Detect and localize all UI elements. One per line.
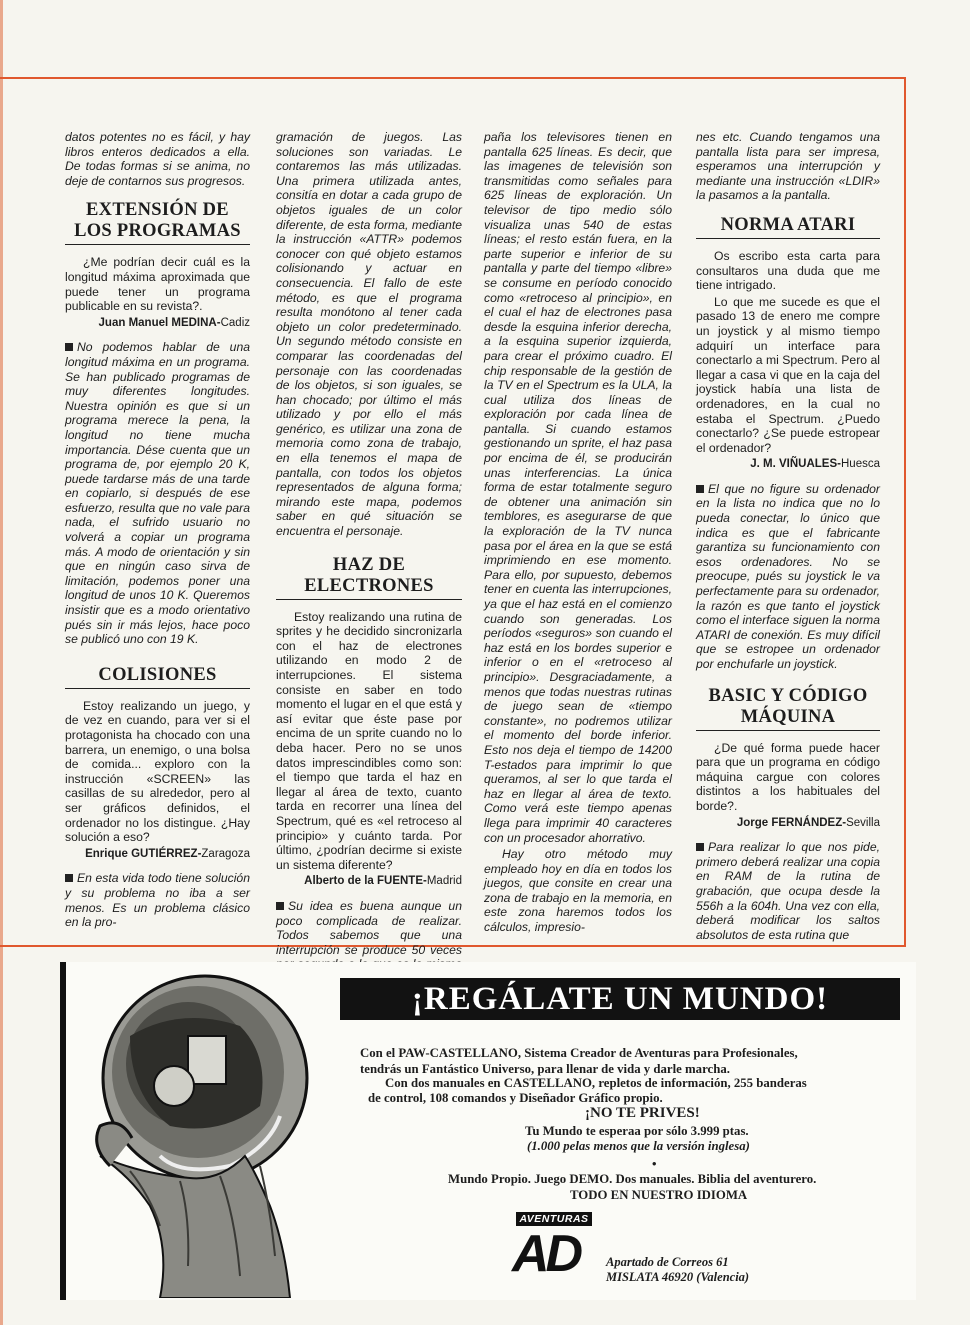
frame-top-border xyxy=(0,77,906,79)
hand-with-reflecting-sphere-illustration xyxy=(70,966,340,1298)
haz-signature: Alberto de la FUENTE-Madrid xyxy=(304,875,462,888)
extension-signature: Juan Manuel MEDINA-Cadiz xyxy=(98,316,250,329)
ad-line-1: Con el PAW-CASTELLANO, Sistema Creador de Aventuras para Profesionales, xyxy=(360,1046,798,1060)
col3-continuation-2: Hay otro método muy empleado hoy en día en todos los juegos, que consite en crear una zona de trabajo en la memoria, en este zona haremos todos los cálculos, impresio- xyxy=(484,847,672,935)
basic-letter: ¿De qué forma puede hacer para que un programa en código máquina cargue con colores distintos a los habituales del borde?. xyxy=(696,740,880,813)
ad-slogan: ¡NO TE PRIVES! xyxy=(585,1105,700,1121)
haz-author: Alberto de la FUENTE xyxy=(304,875,423,888)
norma-signature: J. M. VIÑUALES-Huesca xyxy=(750,458,880,471)
ad-contents: Mundo Propio. Juego DEMO. Dos manuales. Biblia del aventurero. xyxy=(448,1172,817,1186)
col2-continuation: gramación de juegos. Las soluciones son variadas. Le contaremos las más utilizadas. Una primera utilizada antes, consitía en dotar a cada grupo de objetos iguales de un color diferente, de esta forma, mediante la instrucción «ATTR» podemos conocer con qué objeto estamos colisionando y actuar en consecuencia. El fallo de este método, es que el programa resulta monótono al tener cada objeto un color predeterminado. Un segundo método consiste en comparar las coordenadas del personaje con las coordenadas de los objetos, si son iguales, se han chocado; por último el más utilizado y por ello el más genérico, es utilizar una zona de memoria como zona de trabajo, en ella tenemos el mapa de pantalla, con todos los objetos representados de alguna forma; mirando este mapa, podemos saber en qué situación se encuentra el personaje. xyxy=(276,130,462,539)
reply-bullet-icon xyxy=(65,343,73,351)
reply-bullet-icon xyxy=(65,874,73,882)
ad-line-2: tendrás un Fantástico Universo, para llenar de vida y darle marcha. xyxy=(360,1062,730,1076)
reply-bullet-icon xyxy=(696,843,704,851)
reply-bullet-icon xyxy=(276,902,284,910)
heading-colisiones: COLISIONES xyxy=(65,665,250,689)
basic-place: Sevilla xyxy=(846,816,880,829)
column-1 xyxy=(65,130,250,932)
extension-author: Juan Manuel MEDINA xyxy=(98,316,217,329)
aventuras-ad-logo xyxy=(512,1212,596,1284)
extension-reply: No podemos hablar de una longitud máxima en un programa. Se han publicado programas de muy diferentes longitudes. Nuestra opinión es que si un programa merece la pena, la longitud no tiene mucha importancia. Dése cuenta que un programa de, por ejemplo 20 K, puede tardarse más de una tarde en copiarlo, si después de ese esfuerzo, resulta que no vale para nada, el sufrido usuario no volverá a copiar un programa más. A modo de orientación y sin que en ningún caso sirva de limitación, podemos poner una longitud de unos 10 K. Queremos insistir que es a modo orientativo pués sin ir más lejos, hace poco se publicó uno con 19 K. xyxy=(65,340,250,647)
heading-extension: EXTENSIÓN DE LOS PROGRAMAS xyxy=(65,200,250,245)
haz-place: Madrid xyxy=(426,875,462,888)
extension-place: Cadiz xyxy=(220,316,250,329)
colisiones-signature: Enrique GUTIÉRREZ-Zaragoza xyxy=(85,847,250,860)
ad-bullet: • xyxy=(652,1157,657,1171)
norma-place: Huesca xyxy=(841,458,880,471)
page-left-edge xyxy=(0,0,3,1325)
column-2 xyxy=(276,130,462,988)
heading-haz: HAZ DE ELECTRONES xyxy=(276,555,462,600)
heading-basic: BASIC Y CÓDIGO MÁQUINA xyxy=(696,686,880,731)
ad-address-line-2: MISLATA 46920 (Valencia) xyxy=(606,1270,750,1284)
ad-address xyxy=(606,1255,749,1285)
ad-price-note: (1.000 pelas menos que la versión inglesa) xyxy=(527,1139,750,1153)
ad-language: TODO EN NUESTRO IDIOMA xyxy=(570,1188,748,1202)
heading-norma: NORMA ATARI xyxy=(696,215,880,239)
norma-letter-2: Lo que me sucede es que el pasado 13 de enero me compre un joystick y al mismo tiempo adquirí un interface para conectarlo a mi Spectrum. Pero al llegar a casa vi que en la caja del joystick había una lista de ordenadores, en la cual no estaba el Spectrum. ¿Puedo conectarlo? ¿Se puede estropear el ordenador? xyxy=(696,294,880,455)
ad-title: ¡REGÁLATE UN MUNDO! xyxy=(340,978,900,1020)
colisiones-reply: En esta vida todo tiene solución y su problema no iba a ser menos. Es un problema clásico en la pro- xyxy=(65,871,250,930)
col3-continuation-1: paña los televisores tienen en pantalla 625 líneas. Es decir, que las imagenes de televisión son transmitidas como señales para 625 líneas de exploración. Un televisor de tipo medio sólo visualiza unas 540 de estas líneas; el resto están fuera, en la parte superior e inferior de su pantalla y parte del tiempo «libre» se consume en período conocido como «retroceso al principio», en el cual el haz de electrones pasa desde la esquina inferior derecha, a la esquina superior izquierda, para crear el próximo cuadro. El chip responsable de la gestión de la TV en el Spectrum es la ULA, la cual utiliza dos líneas de exploración por cada línea de pantalla. Si cuando estamos gestionando un sprite, el haz pasa por encima de él, se producirán unas interferencias. La única forma de estar totalmente seguro de obtener una animación sin temblores, es asegurarse de que la exploración de la TV nunca pasa por el área en la que se está imprimiendo en ese momento. Para ello, por supuesto, debemos tener en cuenta las interrupciones, ya que el haz está en el comienzo cuando son generadas. Los períodos «seguros» son cuando el haz está en los bordes superior e inferior o en el «retroceso al principio». Desgraciadamente, a menos que todas nuestras rutinas de juego sean de «tiempo constante», no podremos utilizar el momento del borde inferior. Esto nos deja el tiempo de 14200 T-estados para imprimir lo que queramos, al ser lo que tarda el haz en llegar al área de texto. Como verá este tiempo apenas llega para imprimir 40 caracteres con un procesador ahorrativo. xyxy=(484,130,672,845)
ad-line-3: Con dos manuales en CASTELLANO, repletos de información, 255 banderas xyxy=(385,1076,807,1090)
extension-letter: ¿Me podrían decir cuál es la longitud máxima aproximada que puede tener un programa publicable en su revista?. xyxy=(65,255,250,314)
haz-reply: Su idea es buena aunque un poco complicada de realizar. Todos sabemos que una interrupción se produce 50 veces xyxy=(276,898,462,957)
col4-continuation: nes etc. Cuando tengamos una pantalla lista para ser impresa, esperamos una interrupción y mediante una instrucción «LDIR» la pasamos a la pantalla. xyxy=(696,130,880,203)
logo-letters: AD xyxy=(512,1225,580,1283)
colisiones-place: Zaragoza xyxy=(201,847,250,860)
norma-reply: El que no figure su ordenador en la lista no indica que no lo pueda conectar, lo único que indica es que el fabricante garantiza su funcionamiento con esos ordenadores. No se preocupe, pués su joystick le va perfectamente para su ordenador, la razón es que tanto el joystick como el interface siguen la norma ATARI de conexión. Es muy difícil que se estropee un ordenador por enchufarle un joystick. xyxy=(696,481,880,671)
colisiones-letter: Estoy realizando un juego, y de vez en cuando, para ver si el protagonista ha chocado con una barrera, un enemigo, o una bolsa de comida... exploro con la instrucción «SCREEN» las casillas de su alrededor, pero al ser gráficos definidos, el ordenador no los distingue. ¿Hay solución a eso? xyxy=(65,698,250,845)
basic-author: Jorge FERNÁNDEZ xyxy=(736,816,843,829)
ad-price: Tu Mundo te esperaa por sólo 3.999 ptas. xyxy=(525,1124,749,1138)
norma-author: J. M. VIÑUALES xyxy=(750,458,838,471)
frame-right-border xyxy=(904,77,906,947)
column-3 xyxy=(484,130,672,937)
column-4 xyxy=(696,130,880,944)
reply-bullet-icon xyxy=(696,485,704,493)
haz-letter: Estoy realizando una rutina de sprites y he decidido sincronizarla con el haz de electrones utilizando en modo 2 de interrupciones. El sistema consiste en saber en todo momento el lugar en el que está y así evitar que éste pase por encima de un sprite cuando no lo deba hacer. Pero no se unos datos imprescindibles como son: el tiempo que tarda el haz en llegar al área de texto, cuanto tarda en recorrer una línea del Spectrum, qué es «el retroceso al principio» y cuánto tarda. Por último, ¿podrían decirme si existe un sistema diferente? xyxy=(276,609,462,872)
norma-letter-1: Os escribo esta carta para consultaros una duda que me tiene intrigado. xyxy=(696,248,880,293)
basic-signature: Jorge FERNÁNDEZ-Sevilla xyxy=(736,816,880,829)
ad-line-4: de control, 108 comandos y Diseñador Gráfico propio. xyxy=(368,1091,663,1105)
ad-address-line-1: Apartado de Correos 61 xyxy=(606,1255,729,1269)
col1-intro: datos potentes no es fácil, y hay libros enteros dedicados a ella. De todas formas si se anima, no deje de contarnos sus progresos. xyxy=(65,130,250,188)
basic-reply: Para realizar lo que nos pide, primero deberá realizar una copia en RAM de la rutina de grabación, que ocupa desde la 556h a la 604h. Una vez con ella, deberá modificar los saltos absolutos de esta rutina que xyxy=(696,840,880,942)
logo-banner: AVENTURAS xyxy=(516,1212,592,1226)
colisiones-author: Enrique GUTIÉRREZ xyxy=(85,847,198,860)
